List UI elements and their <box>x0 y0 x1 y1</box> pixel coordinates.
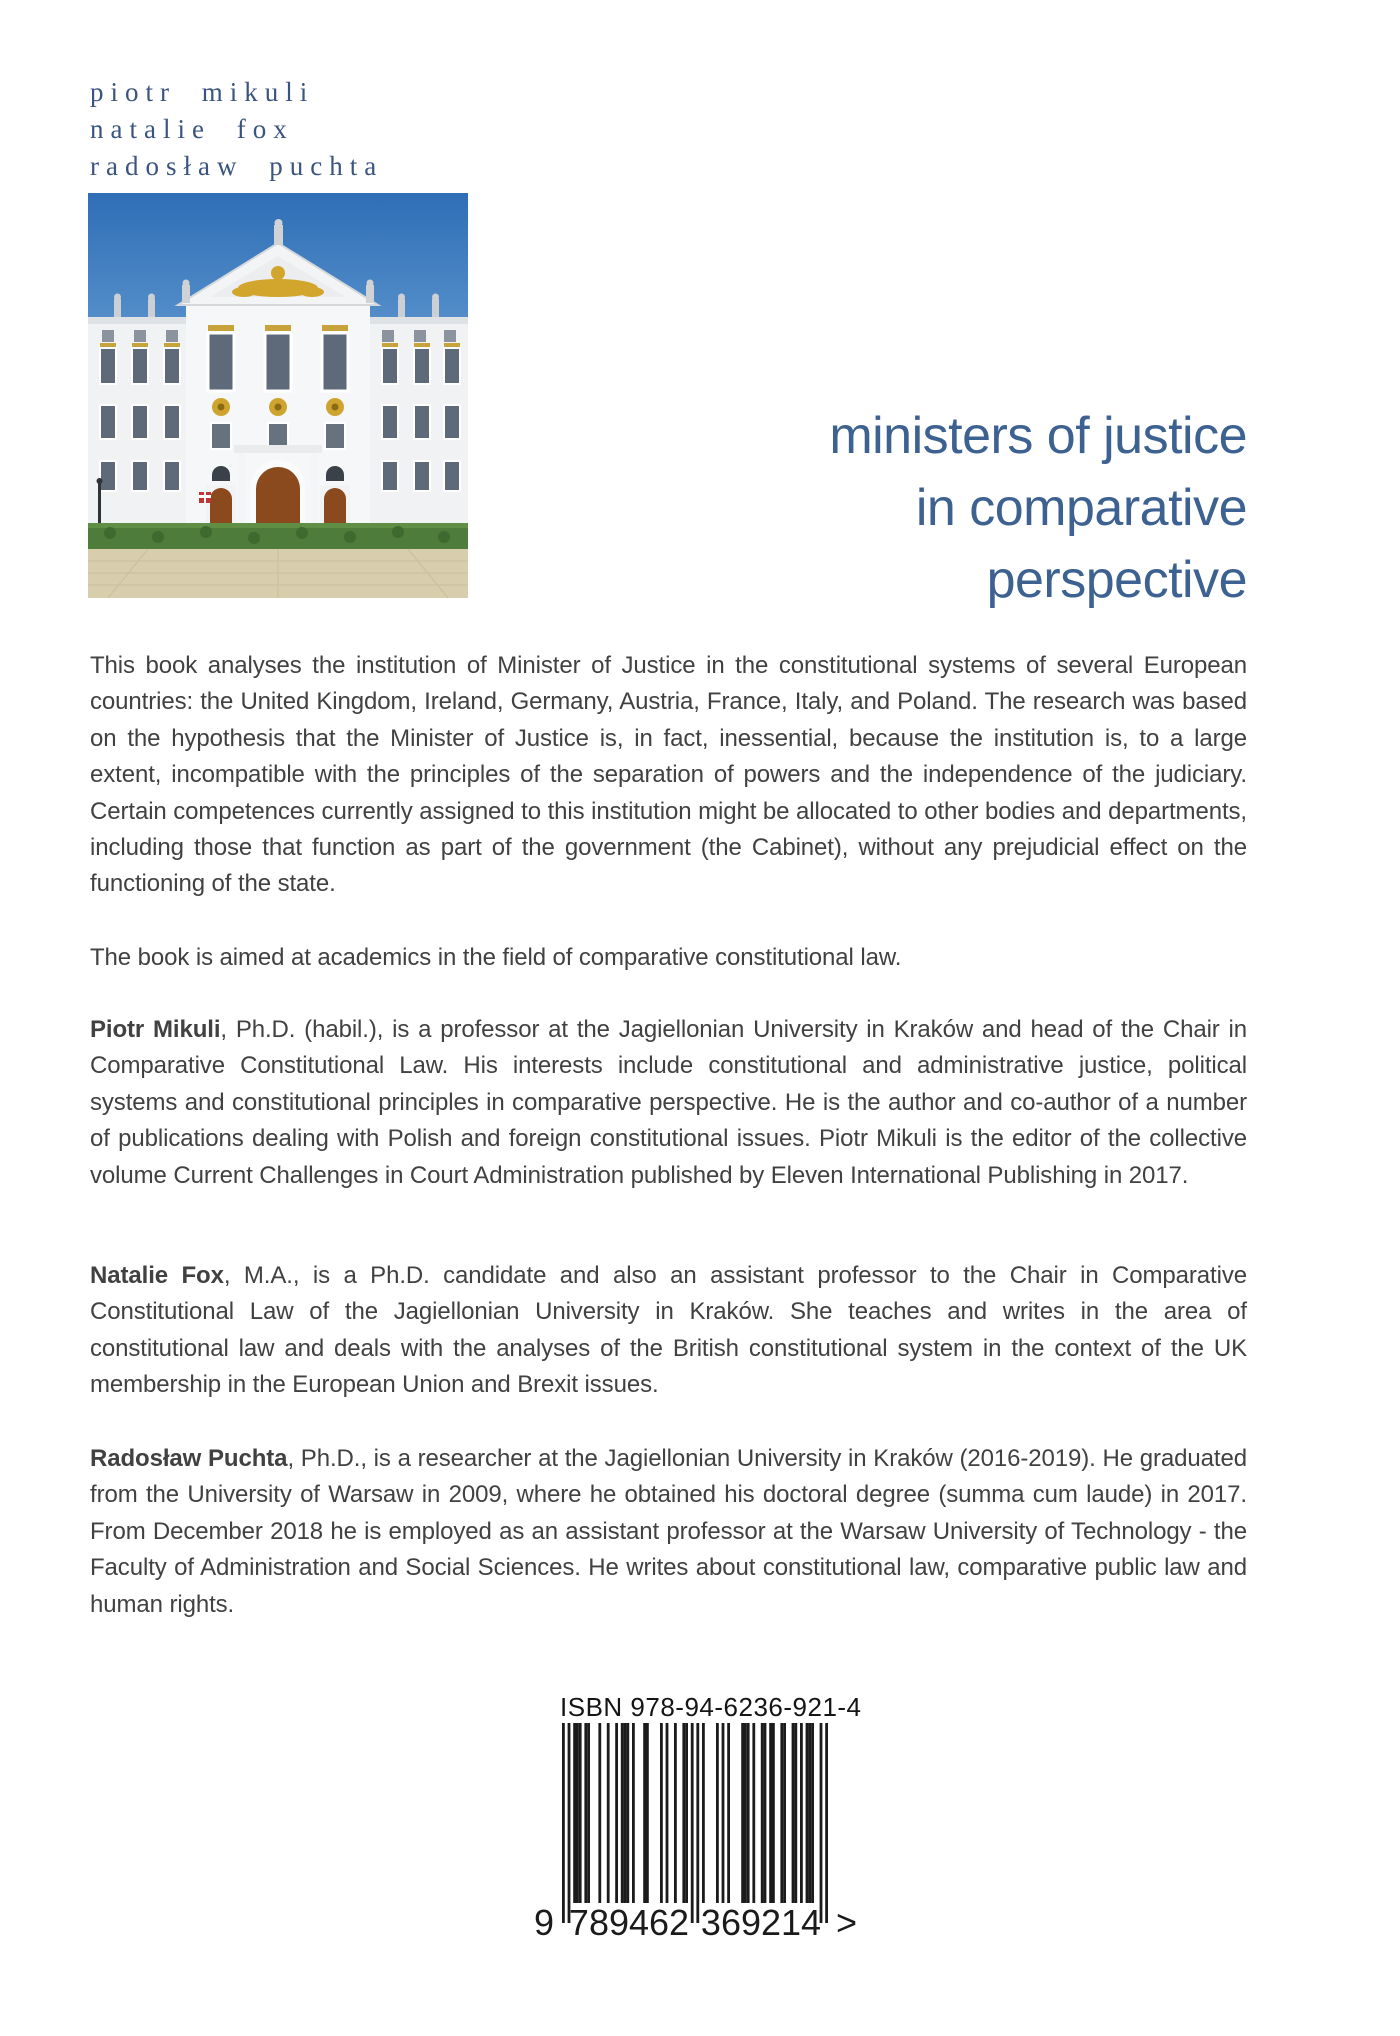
main-door <box>256 467 300 529</box>
hedge <box>88 523 468 551</box>
ean13-barcode <box>532 1723 862 1939</box>
author-name-3: radosław puchta <box>90 151 384 181</box>
barcode-digits-group2: 369214 <box>700 1902 822 1939</box>
barcode-digit-first: 9 <box>534 1902 555 1939</box>
bio-radoslaw-puchta <box>90 1441 1247 1623</box>
bio-name-natalie-fox: Natalie Fox <box>90 1262 224 1289</box>
bio-text-piotr-mikuli: , Ph.D. (habil.), is a professor at the Jagiellonian University in Kraków and head of the Chair in Comparative Constitutional Law. His interests include constitutional and administrative justice, political systems and constitutional principles in comparative perspective. He is the author and co-author of a number of publications dealing with Polish and foreign constitutional issues. Piotr Mikuli is the editor of the collective volume Current Challenges in Court Administration published by Eleven International Publishing in 2017. <box>90 1016 1248 1189</box>
book-title <box>829 400 1247 616</box>
left-door <box>210 488 232 529</box>
title-line-2: in comparative <box>915 479 1247 537</box>
building-photo <box>88 193 468 598</box>
bio-piotr-mikuli <box>90 1012 1247 1194</box>
title-line-3: perspective <box>986 551 1247 609</box>
author-names <box>90 74 383 185</box>
barcode-bars <box>562 1723 828 1923</box>
audience-line: The book is aimed at academics in the field of comparative constitutional law. <box>90 944 902 971</box>
isbn-number: ISBN 978-94-6236-921-4 <box>560 1692 862 1722</box>
title-line-1: ministers of justice <box>829 407 1247 465</box>
author-name-1: piotr mikuli <box>90 77 315 107</box>
bio-name-piotr-mikuli: Piotr Mikuli <box>90 1016 221 1043</box>
right-door <box>324 488 346 529</box>
bio-text-natalie-fox: , M.A., is a Ph.D. candidate and also an assistant professor to the Chair in Comparative Constitutional Law of the Jagiellonian University in Kraków. She teaches and writes in the area of constitutional law and deals with the analyses of the British constitutional system in the context of the UK membership in the European Union and Brexit issues. <box>90 1262 1247 1399</box>
barcode-digits-group1: 789462 <box>568 1902 690 1939</box>
author-name-2: natalie fox <box>90 114 294 144</box>
synopsis-paragraph: This book analyses the institution of Minister of Justice in the constitutional systems of several European countries: the United Kingdom, Ireland, Germany, Austria, France, Italy, and Poland. The research was based on the hypothesis that the Minister of Justice is, in fact, inessential, because the institution is, to a large extent, incompatible with the principles of the separation of powers and the independence of the judiciary. Certain competences currently assigned to this institution might be allocated to other bodies and departments, including those that function as part of the government (the Cabinet), without any prejudicial effect on the functioning of the state. <box>90 652 1247 898</box>
barcode-arrow: > <box>836 1902 858 1939</box>
bio-name-radoslaw-puchta: Radosław Puchta <box>90 1445 288 1472</box>
pavement <box>88 549 468 598</box>
bio-natalie-fox <box>90 1258 1247 1404</box>
bio-text-radoslaw-puchta: , Ph.D., is a researcher at the Jagiellonian University in Kraków (2016-2019). He graduated from the University of Warsaw in 2009, where he obtained his doctoral degree (summa cum laude) in 2017. From December 2018 he is employed as an assistant professor at the Warsaw University of Technology - the Faculty of Administration and Social Sciences. He writes about constitutional law, comparative public law and human rights. <box>90 1445 1247 1618</box>
